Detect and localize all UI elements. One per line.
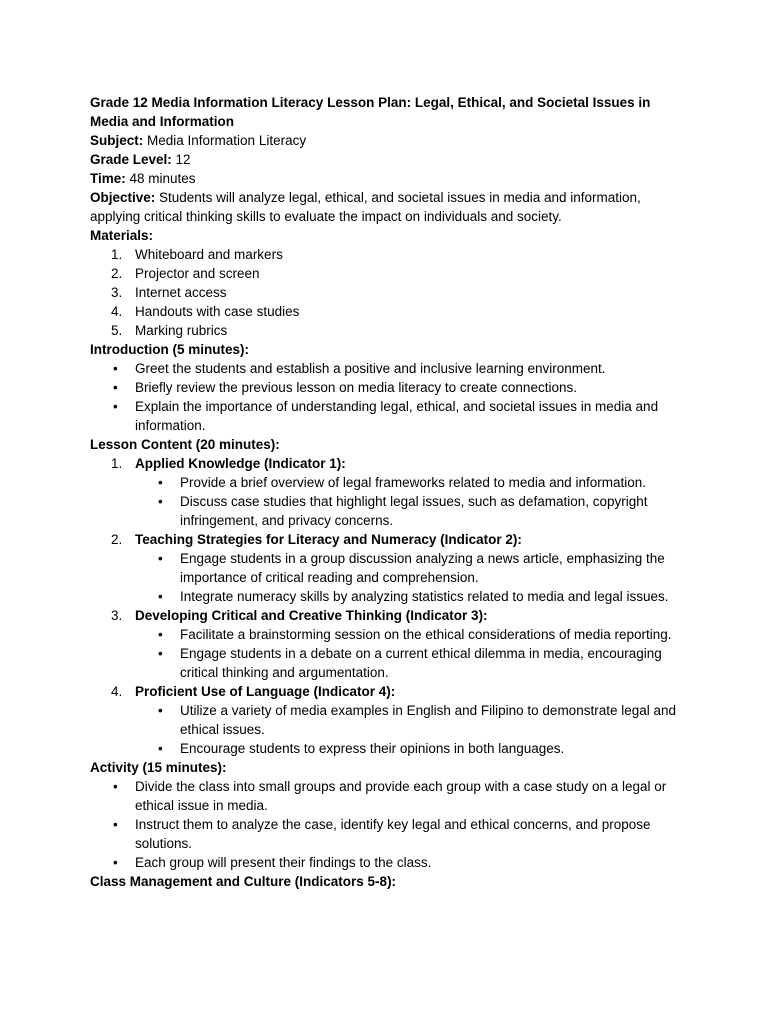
lesson-item: 1. Applied Knowledge (Indicator 1): • Provide a brief overview of legal frameworks related to media and information. • Discuss case studies that highlight legal issues, such as defamation, copyright infringement, and privacy concerns. (90, 454, 678, 530)
time-value: 48 minutes (125, 171, 196, 186)
time-label: Time: (90, 171, 126, 186)
list-item: • Integrate numeracy skills by analyzing statistics related to media and legal issues. (158, 589, 669, 604)
list-item: • Encourage students to express their opinions in both languages. (158, 741, 565, 756)
subject-label: Subject: (90, 133, 144, 148)
bullet-icon: • (113, 361, 118, 376)
list-item: • Engage students in a group discussion analyzing a news article, emphasizing the importance of critical reading and comprehension. (158, 551, 665, 585)
bullet-icon: • (113, 380, 118, 395)
lesson-item-title: Applied Knowledge (Indicator 1): (135, 456, 346, 471)
list-item: • Utilize a variety of media examples in English and Filipino to demonstrate legal and ethical issues. (158, 703, 677, 737)
list-item: 3. Internet access (111, 285, 227, 300)
list-item: 1. Whiteboard and markers (111, 247, 283, 262)
lesson-content-list (90, 454, 678, 758)
bullet-icon: • (158, 627, 163, 642)
list-item: • Explain the importance of understanding legal, ethical, and societal issues in media and information. (113, 399, 659, 433)
document-title: Grade 12 Media Information Literacy Lesson Plan: Legal, Ethical, and Societal Issues in Media and Information (90, 95, 651, 129)
lesson-item-title: Teaching Strategies for Literacy and Numeracy (Indicator 2): (135, 532, 522, 547)
list-item: • Instruct them to analyze the case, identify key legal and ethical concerns, and propose solutions. (113, 817, 651, 851)
bullet-icon: • (158, 703, 163, 718)
bullet-icon: • (158, 646, 163, 661)
grade-label: Grade Level: (90, 152, 172, 167)
list-item: • Discuss case studies that highlight legal issues, such as defamation, copyright infringement, and privacy concerns. (158, 494, 648, 528)
activity-list (90, 777, 678, 872)
class-management-heading: Class Management and Culture (Indicators 5-8): (90, 874, 397, 889)
bullet-icon: • (113, 817, 118, 832)
materials-heading: Materials: (90, 228, 154, 243)
lesson-item: 4. Proficient Use of Language (Indicator 4): • Utilize a variety of media examples in English and Filipino to demonstrate legal and ethical issues. • Encourage students to express their opinions in both languages. (90, 682, 678, 758)
lesson-content-heading: Lesson Content (20 minutes): (90, 437, 280, 452)
bullet-icon: • (113, 779, 118, 794)
list-item: • Facilitate a brainstorming session on the ethical considerations of media reporting. (158, 627, 672, 642)
lesson-item: 3. Developing Critical and Creative Thinking (Indicator 3): • Facilitate a brainstorming session on the ethical considerations of media reporting. • Engage students in a debate on a current ethical dilemma in media, encouraging critical thinking and argumentation. (90, 606, 678, 682)
list-item: 5. Marking rubrics (111, 323, 228, 338)
list-item: • Engage students in a debate on a current ethical dilemma in media, encouraging critical thinking and argumentation. (158, 646, 662, 680)
activity-heading: Activity (15 minutes): (90, 760, 227, 775)
time-line (90, 169, 678, 188)
objective-line (90, 188, 678, 226)
bullet-icon: • (158, 589, 163, 604)
grade-line (90, 150, 678, 169)
introduction-list (90, 359, 678, 435)
grade-value: 12 (171, 152, 191, 167)
list-item: • Divide the class into small groups and provide each group with a case study on a legal or ethical issue in media. (113, 779, 667, 813)
objective-label: Objective: (90, 190, 156, 205)
subject-line (90, 131, 678, 150)
bullet-icon: • (113, 399, 118, 414)
materials-list (90, 245, 678, 340)
lesson-item-title: Developing Critical and Creative Thinking (Indicator 3): (135, 608, 488, 623)
list-item: 4. Handouts with case studies (111, 304, 300, 319)
bullet-icon: • (158, 551, 163, 566)
bullet-icon: • (158, 741, 163, 756)
lesson-item-title: Proficient Use of Language (Indicator 4): (135, 684, 396, 699)
bullet-icon: • (113, 855, 118, 870)
bullet-icon: • (158, 494, 163, 509)
lesson-item: 2. Teaching Strategies for Literacy and Numeracy (Indicator 2): • Engage students in a group discussion analyzing a news article, emphasizing the importance of critical reading and comprehension. • Integrate numeracy skills by analyzing statistics related to media and legal issues. (90, 530, 678, 606)
bullet-icon: • (158, 475, 163, 490)
introduction-heading: Introduction (5 minutes): (90, 342, 249, 357)
list-item: • Greet the students and establish a positive and inclusive learning environment. (113, 361, 606, 376)
list-item: • Each group will present their findings to the class. (113, 855, 432, 870)
list-item: • Briefly review the previous lesson on media literacy to create connections. (113, 380, 577, 395)
list-item: 2. Projector and screen (111, 266, 260, 281)
objective-value: Students will analyze legal, ethical, and societal issues in media and information, applying critical thinking skills to evaluate the impact on individuals and society. (90, 190, 641, 224)
list-item: • Provide a brief overview of legal frameworks related to media and information. (158, 475, 646, 490)
subject-value: Media Information Literacy (143, 133, 307, 148)
